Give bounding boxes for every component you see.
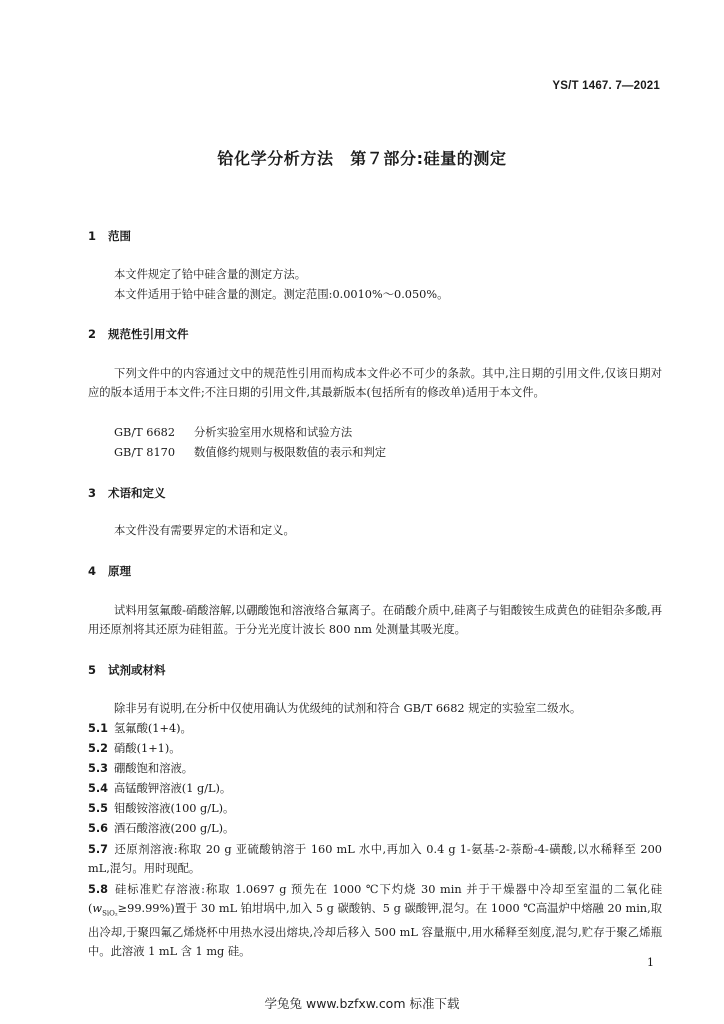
item-number: 5.7 [88,843,109,856]
page-number: 1 [647,956,654,969]
reagents-intro: 除非另有说明,在分析中仅使用确认为优级纯的试剂和符合 GB/T 6682 规定的实验室二级水。 [114,702,582,715]
section-title: 试剂或材料 [108,663,166,677]
standard-code: YS/T 1467. 7—2021 [552,80,660,92]
section-number: 2 [88,327,97,341]
item-number: 5.1 [88,722,109,735]
terms-text: 本文件没有需要界定的术语和定义。 [114,524,295,537]
item-number: 5.4 [88,782,109,795]
section-1-heading [88,228,131,244]
section-5-heading [88,662,166,678]
reference-item [88,424,352,440]
reagent-item [88,740,181,756]
item-text-part: ≥99.99%)置于 30 mL 铂坩埚中,加入 5 g 碳酸钠、5 g 碳酸钾,混匀。在 1000 ℃高温炉中熔融 20 min,取出冷却,于聚四氟乙烯烧杯中用热水浸出熔块,冷却后移入 500 mL 容量瓶中,用水稀释至刻度,混匀,贮存于聚乙烯瓶中。此溶液 1 mL 含 1 mg 硅。 [88,902,662,959]
item-text: 高锰酸钾溶液(1 g/L)。 [114,782,232,795]
reference-title: 数值修约规则与极限数值的表示和判定 [194,446,387,459]
reference-code: GB/T 8170 [114,446,176,459]
item-number: 5.8 [88,883,109,896]
item-number: 5.6 [88,822,109,835]
item-text-part: 硅标准贮存溶液:称取 1.0697 g 预先在 1000 ℃下灼烧 30 min 并于干燥器中冷却至室温的二氧化硅( [88,883,662,915]
section-2-heading [88,326,189,342]
section-title: 术语和定义 [108,486,166,500]
section-number: 5 [88,663,97,677]
section-title: 原理 [108,564,131,578]
reagent-item [88,820,234,836]
section-number: 3 [88,486,97,500]
item-text: 硝酸(1+1)。 [114,742,181,755]
reagent-item [88,780,231,796]
item-text: 钼酸铵溶液(100 g/L)。 [114,802,235,815]
section-4-heading [88,563,131,579]
section-title: 范围 [108,229,131,243]
item-text: 氢氟酸(1+4)。 [114,722,192,735]
mass-fraction-symbol: w [92,902,103,915]
reagent-item [88,800,234,816]
principle-paragraph: 试料用氢氟酸-硝酸溶解,以硼酸饱和溶液络合氟离子。在硝酸介质中,硅离子与钼酸铵生成黄色的硅钼杂多酸,再用还原剂将其还原为硅钼蓝。于分光光度计波长 800 nm 处测量其吸光度。 [88,604,662,636]
item-number: 5.5 [88,802,109,815]
scope-line-1: 本文件规定了铪中硅含量的测定方法。 [114,268,307,281]
section-number: 1 [88,229,97,243]
item-number: 5.3 [88,762,109,775]
normative-paragraph: 下列文件中的内容通过文中的规范性引用而构成本文件必不可少的条款。其中,注日期的引用文件,仅该日期对应的版本适用于本文件;不注日期的引用文件,其最新版本(包括所有的修改单)适用于本文件。 [88,367,662,399]
item-text: 酒石酸溶液(200 g/L)。 [114,822,235,835]
item-text: 硼酸饱和溶液。 [114,762,194,775]
reagent-item-long [88,840,662,878]
section-title: 规范性引用文件 [108,327,189,341]
section-3-heading [88,485,166,501]
watermark-footer: 学兔兔 www.bzfxw.com 标准下载 [264,996,460,1011]
mass-fraction-subscript: SiO₂ [102,909,118,918]
reference-title: 分析实验室用水规格和试验方法 [194,426,353,439]
reference-code: GB/T 6682 [114,426,176,439]
scope-line-2: 本文件适用于铪中硅含量的测定。测定范围:0.0010%～0.050%。 [114,288,449,301]
section-number: 4 [88,564,97,578]
item-number: 5.2 [88,742,109,755]
item-text: 还原剂溶液:称取 20 g 亚硫酸钠溶于 160 mL 水中,再加入 0.4 g 1-氨基-2-萘酚-4-磺酸,以水稀释至 200 mL,混匀。用时现配。 [88,843,662,875]
reagent-item [88,720,192,736]
reagent-item [88,760,193,776]
reagent-item-long [88,880,662,961]
reference-item [88,444,386,460]
document-title: 铪化学分析方法 第７部分:硅量的测定 [217,149,507,168]
